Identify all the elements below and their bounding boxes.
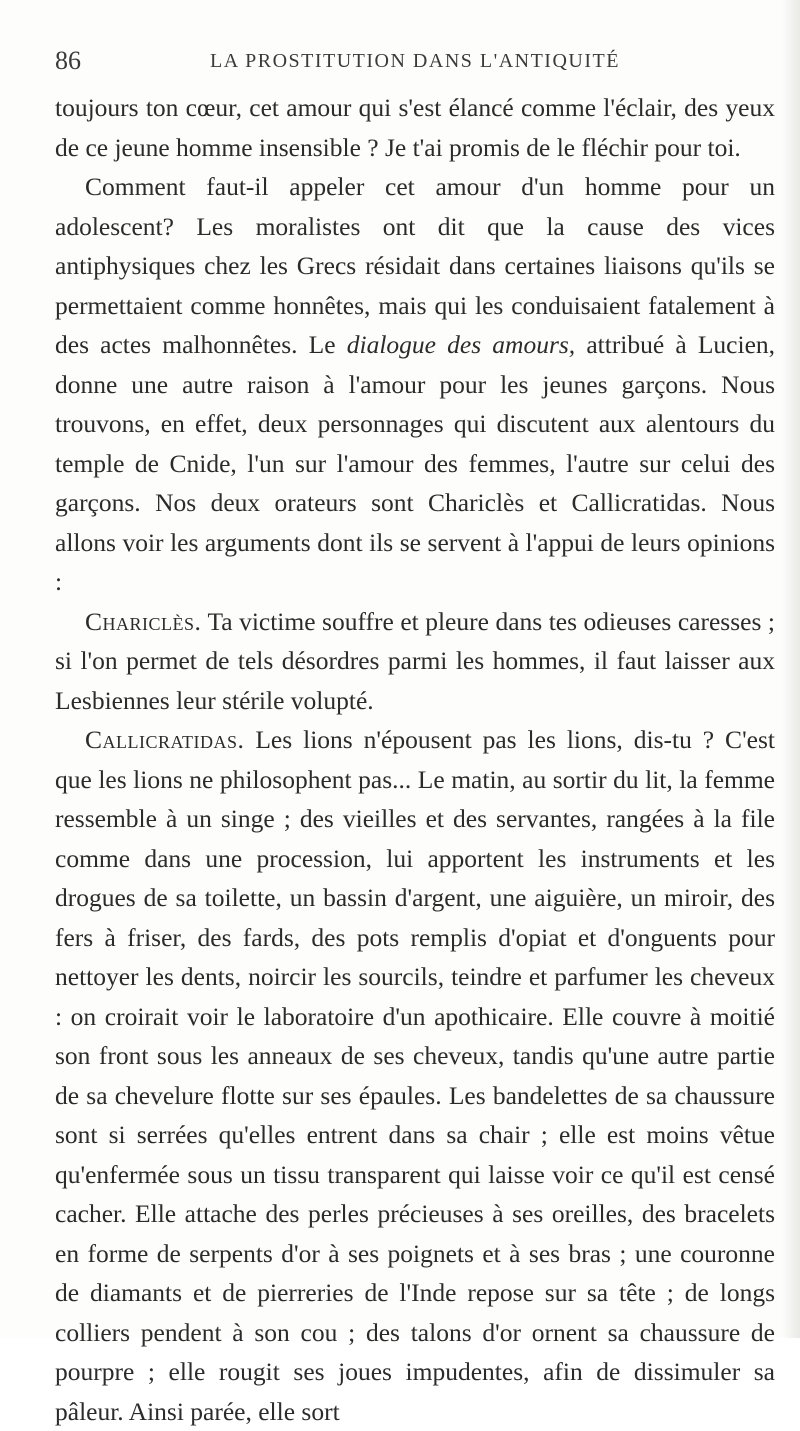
page-edge-shadow (782, 0, 800, 1338)
page-number: 86 (55, 46, 81, 75)
body-text (55, 88, 775, 1431)
book-title: dialogue des amours, (346, 330, 576, 359)
paragraph-text: toujours ton cœur, cet amour qui s'est élancé comme l'éclair, des yeux de ce jeune homme insensible ? Je t'ai promis de le fléchir pour toi. (55, 93, 775, 162)
paragraph (55, 88, 775, 167)
paragraph-text: Comment faut-il appeler cet amour d'un homme pour un adolescent? Les moralistes ont dit que la cause des vices antiphysiques chez les Grecs résidait dans certaines liaisons qu'ils se permettaient comme honnêtes, mais qui les conduisaient fatalement à des actes malhonnêtes. Le (55, 172, 775, 359)
paragraph-text: Les lions n'épousent pas les lions, dis-tu ? C'est que les lions ne philosophent pas... Le matin, au sortir du lit, la femme ressemble à un singe ; des vieilles et des servantes, rangées à la file comme dans une procession, lui apportent les instruments et les drogues de sa toilette, un bassin d'argent, une aiguière, un miroir, des fers à friser, des fards, des pots remplis d'opiat et d'onguents pour nettoyer les dents, noircir les sourcils, teindre et parfumer les cheveux : on croirait voir le laboratoire d'un apothicaire. Elle couvre à moitié son front sous les anneaux de ses cheveux, tandis qu'une autre partie de sa chevelure flotte sur ses épaules. Les bandelettes de sa chaussure sont si serrées qu'elles entrent dans sa chair ; elle est moins vêtue qu'enfermée sous un tissu transparent qui laisse voir ce qu'il est censé cacher. Elle attache des perles précieuses à ses oreilles, des bracelets en forme de serpents d'or à ses poignets et à ses bras ; une couronne de diamants et de pierreries de l'Inde repose sur sa tête ; de longs colliers pendent à son cou ; des talons d'or ornent sa chaussure de pourpre ; elle rougit ses joues impudentes, afin de dissimuler sa pâleur. Ainsi parée, elle sort (55, 725, 775, 1426)
speaker-name: Callicratidas. (85, 725, 245, 754)
running-title: LA PROSTITUTION DANS L'ANTIQUITÉ (210, 50, 620, 72)
paragraph-text: attribué à Lucien, donne une autre raison à l'amour pour les jeunes garçons. Nous trouvons, en effet, deux personnages qui discutent aux alentours du temple de Cnide, l'un sur l'amour des femmes, l'autre sur celui des garçons. Nos deux orateurs sont Chariclès et Callicratidas. Nous allons voir les arguments dont ils se servent à l'appui de leurs opinions : (55, 330, 776, 596)
paragraph (55, 167, 775, 602)
paragraph-text: Ta victime souffre et pleure dans tes odieuses caresses ; si l'on permet de tels désordres parmi les hommes, il faut laisser aux Lesbiennes leur stérile volupté. (55, 606, 775, 715)
speaker-name: Chariclès. (85, 606, 202, 636)
paragraph (55, 602, 775, 721)
running-head (55, 46, 775, 76)
paragraph (55, 720, 775, 1431)
